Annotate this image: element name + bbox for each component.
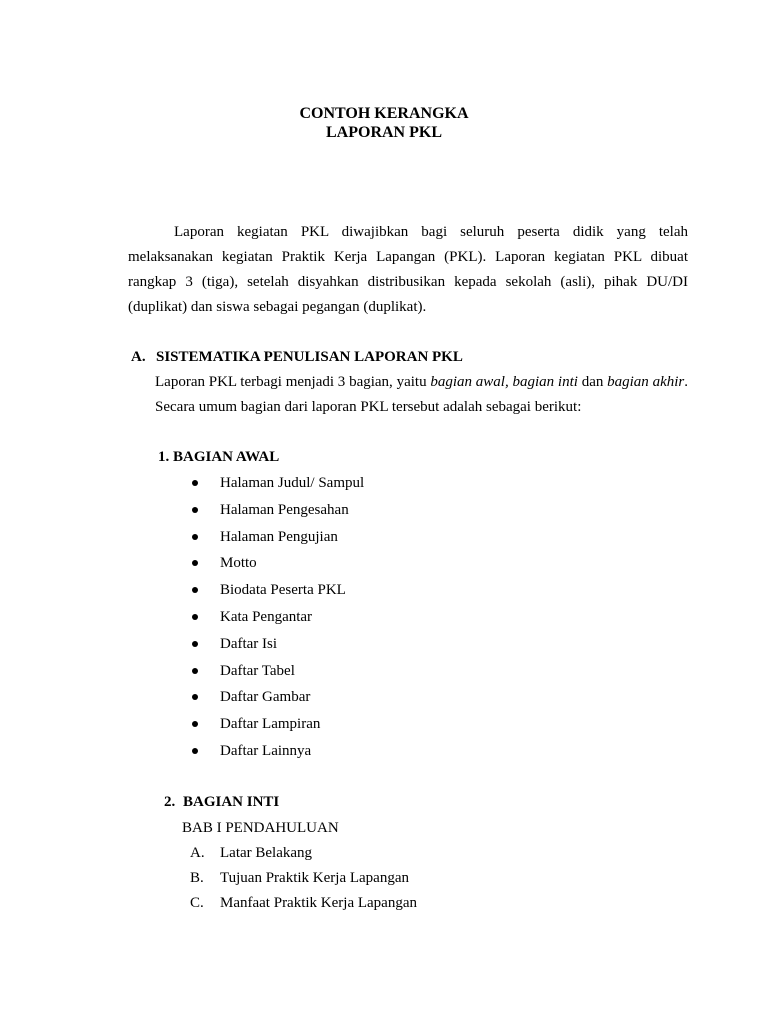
title-line-2: LAPORAN PKL bbox=[326, 124, 442, 141]
section-a-text-1: Laporan PKL terbagi menjadi 3 bagian, yaitu bbox=[155, 374, 431, 390]
list-item-text: Daftar Tabel bbox=[220, 662, 295, 679]
list-item-text: Halaman Judul/ Sampul bbox=[220, 475, 365, 491]
list-item-label: C. bbox=[190, 895, 204, 911]
list-item bbox=[190, 499, 364, 526]
list-item-text: Biodata Peserta PKL bbox=[220, 582, 346, 599]
bab-1-list bbox=[190, 842, 417, 917]
list-item-text: Latar Belakang bbox=[220, 845, 313, 861]
section-a-paragraph bbox=[155, 370, 688, 420]
list-item bbox=[190, 579, 364, 606]
section-a-heading bbox=[131, 347, 463, 367]
section-a-letter: A. bbox=[131, 349, 146, 365]
bullet-icon bbox=[192, 480, 198, 486]
bagian-awal-list bbox=[190, 472, 364, 767]
list-item-text: Daftar Lainnya bbox=[220, 742, 312, 759]
bullet-icon bbox=[192, 694, 198, 700]
bagian-awal-heading: 1. BAGIAN AWAL bbox=[158, 449, 280, 465]
bullet-icon bbox=[192, 748, 198, 754]
list-item bbox=[190, 842, 417, 867]
list-item-text: Motto bbox=[220, 555, 257, 572]
list-item bbox=[190, 552, 364, 579]
intro-paragraph bbox=[128, 220, 688, 320]
bagian-inti-number: 2. bbox=[164, 794, 176, 810]
list-item-text: Manfaat Praktik Kerja Lapangan bbox=[220, 895, 417, 911]
section-a-title: SISTEMATIKA PENULISAN LAPORAN PKL bbox=[156, 349, 463, 365]
list-item bbox=[190, 660, 364, 687]
list-item-text: Daftar Gambar bbox=[220, 689, 311, 706]
list-item bbox=[190, 713, 364, 740]
section-a-text-3: . Secara umum bagian dari laporan PKL tersebut adalah sebagai berikut: bbox=[155, 374, 688, 415]
intro-text: Laporan kegiatan PKL diwajibkan bagi seluruh peserta didik yang telah melaksanakan kegiatan Praktik Kerja Lapangan (PKL). Laporan kegiatan PKL dibuat rangkap 3 (tiga), setelah disyahkan distribusikan kepada sekolah (asli), pihak DU/DI (duplikat) dan siswa sebagai pegangan (duplikat). bbox=[128, 224, 688, 315]
bullet-icon bbox=[192, 668, 198, 674]
section-a-text-2: dan bbox=[577, 374, 608, 390]
list-item bbox=[190, 892, 417, 917]
bullet-icon bbox=[192, 534, 198, 540]
list-item-text: Daftar Lampiran bbox=[220, 716, 321, 733]
list-item-text: Halaman Pengesahan bbox=[220, 501, 349, 518]
list-item bbox=[190, 740, 364, 767]
list-item-text: Halaman Pengujian bbox=[220, 528, 338, 545]
list-item bbox=[190, 686, 364, 713]
bullet-icon bbox=[192, 641, 198, 647]
list-item-label: B. bbox=[190, 870, 204, 886]
section-a-italic-2: bagian akhir bbox=[607, 374, 685, 390]
bagian-inti-title: BAGIAN INTI bbox=[183, 794, 280, 810]
section-a-italic-1: bagian awal, bagian inti bbox=[430, 374, 578, 390]
list-item bbox=[190, 526, 364, 553]
bullet-icon bbox=[192, 587, 198, 593]
bullet-icon bbox=[192, 614, 198, 620]
list-item-text: Tujuan Praktik Kerja Lapangan bbox=[220, 870, 409, 886]
list-item-text: Daftar Isi bbox=[220, 635, 278, 652]
list-item bbox=[190, 472, 364, 499]
document-title bbox=[0, 104, 768, 142]
bagian-inti-heading bbox=[164, 792, 279, 812]
list-item-text: Kata Pengantar bbox=[220, 608, 313, 625]
list-item bbox=[190, 606, 364, 633]
title-line-1: CONTOH KERANGKA bbox=[299, 105, 469, 122]
list-item bbox=[190, 867, 417, 892]
list-item bbox=[190, 633, 364, 660]
bab-1-title: BAB I PENDAHULUAN bbox=[182, 820, 339, 836]
list-item-label: A. bbox=[190, 845, 205, 861]
bullet-icon bbox=[192, 507, 198, 513]
bullet-icon bbox=[192, 721, 198, 727]
bullet-icon bbox=[192, 560, 198, 566]
